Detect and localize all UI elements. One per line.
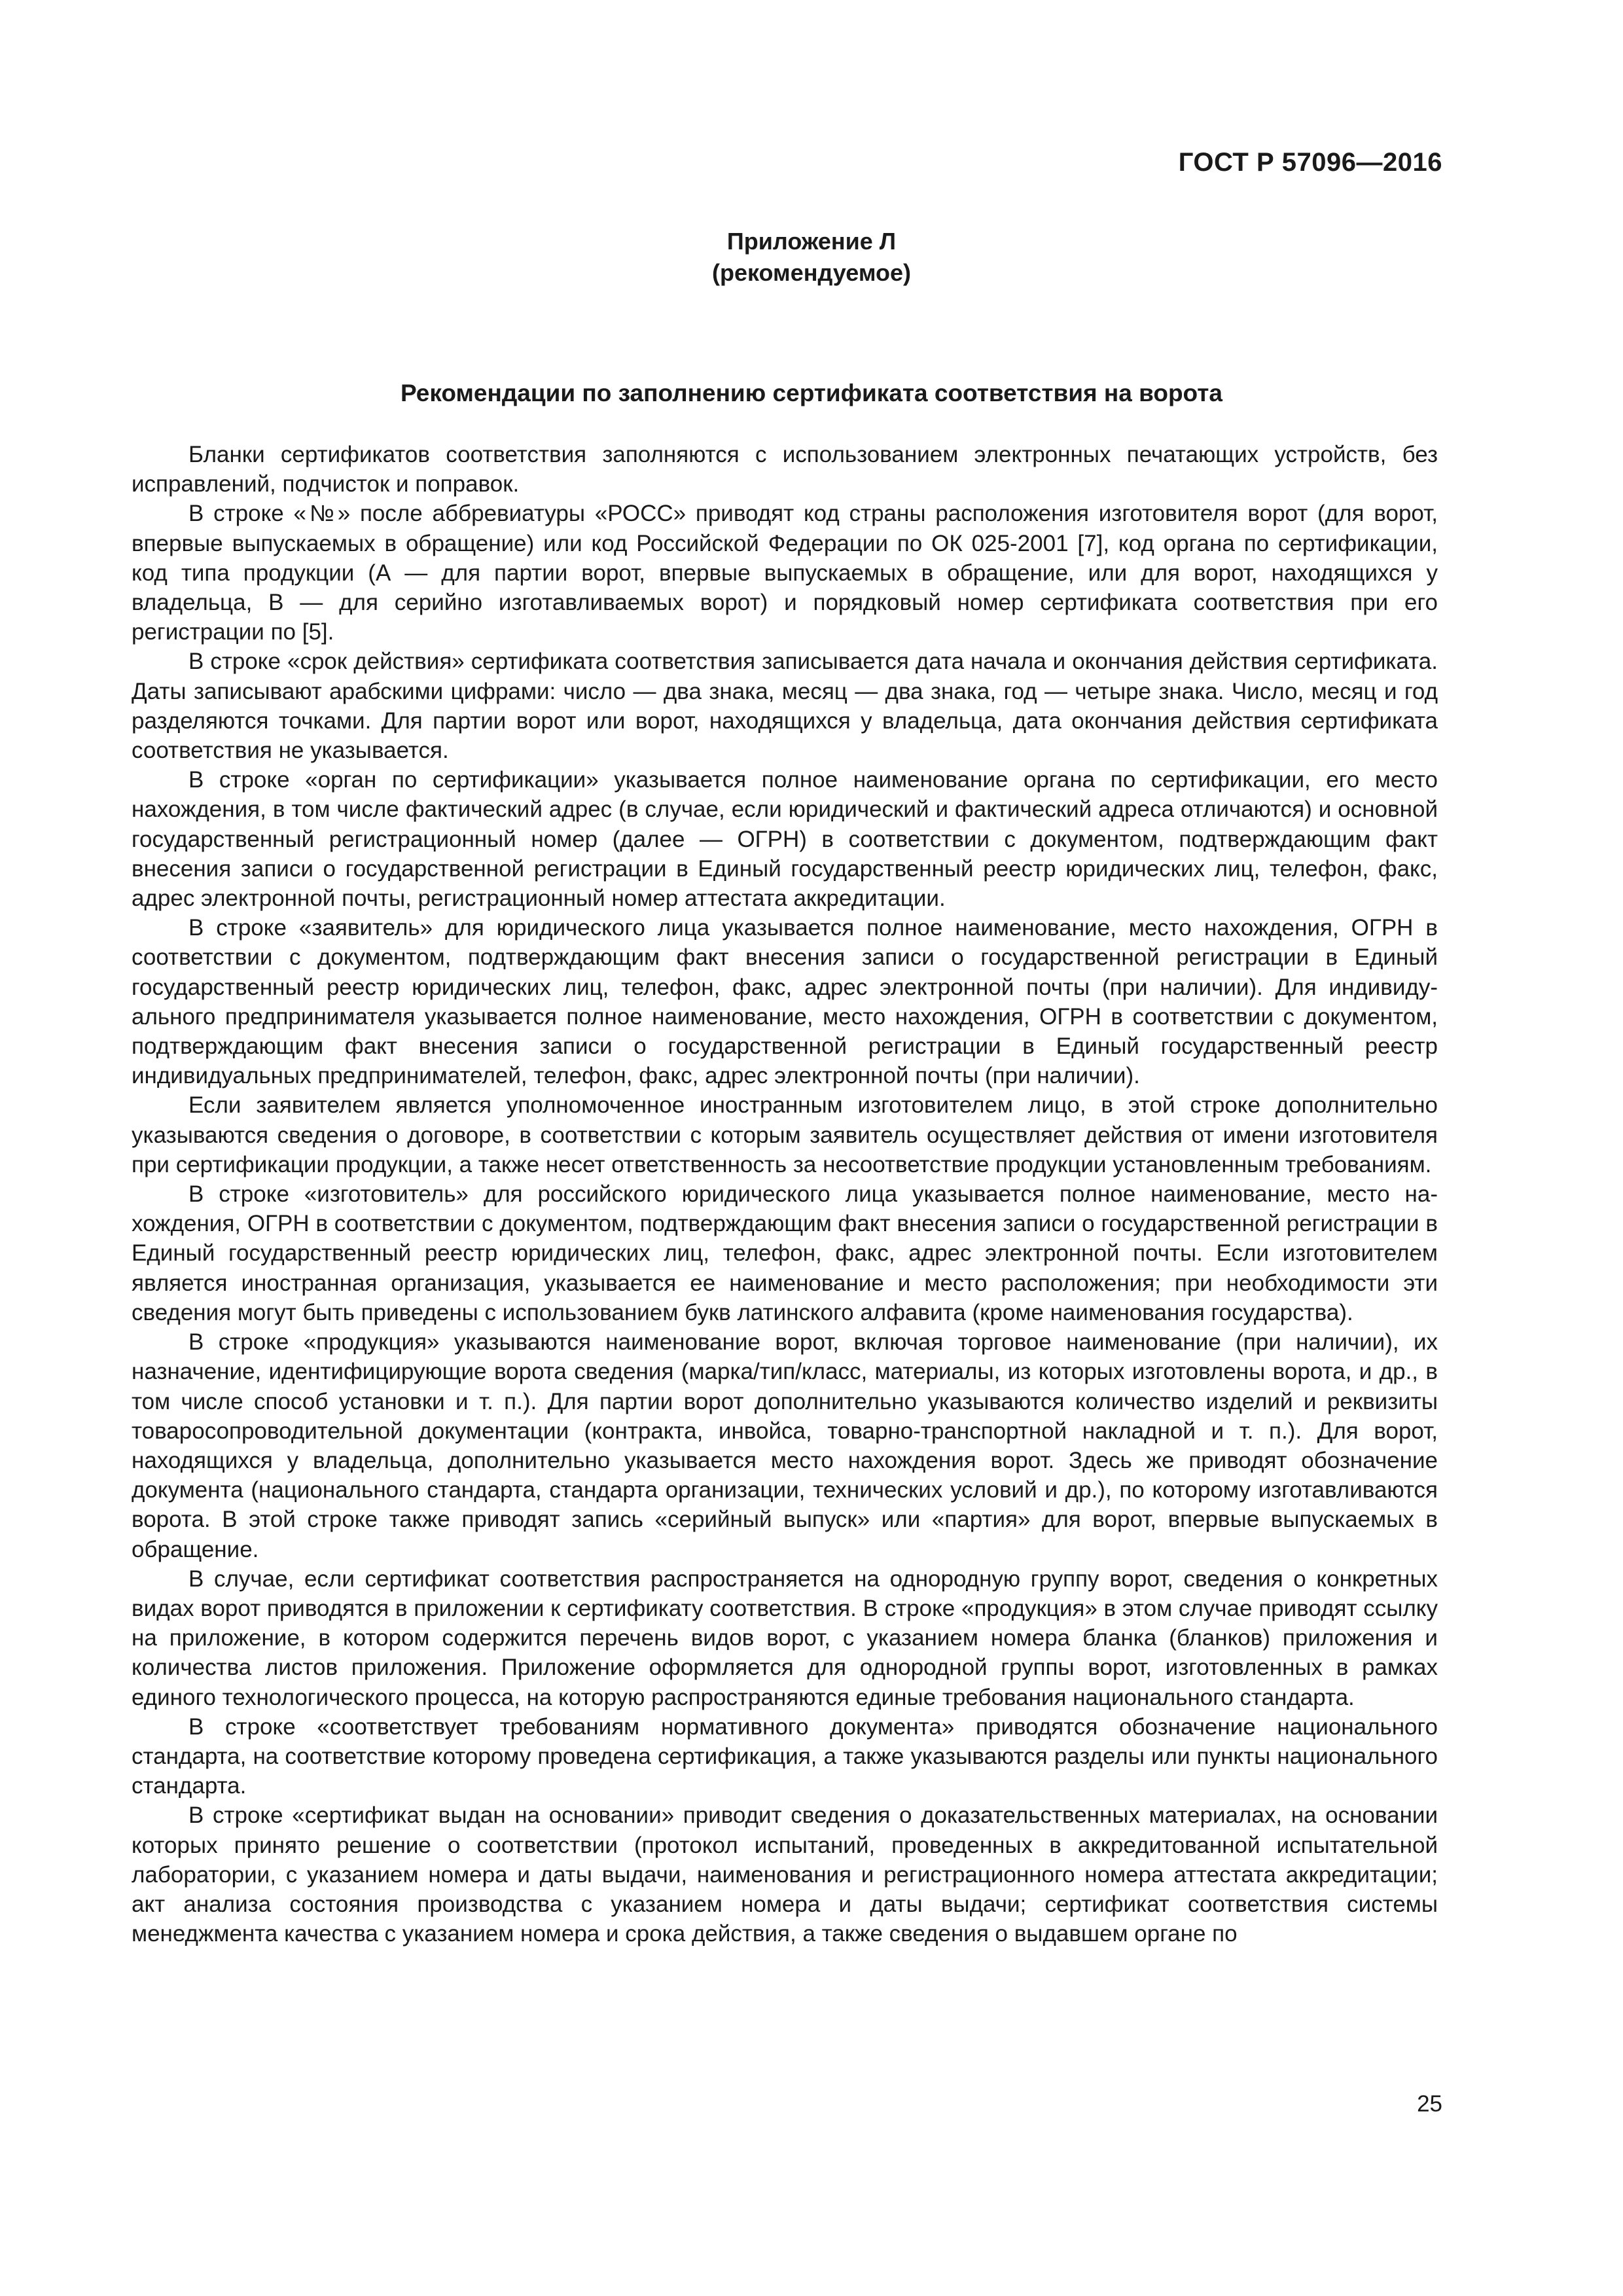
- paragraph: В строке «орган по сертификации» указывается полное наименование органа по сертификации, его место нахождения, в том числе фактический адрес (в случае, если юридический и фактический адреса отличаются) и основной государственный регистрационный номер (далее — ОГРН) в соответствии с документом, подтверждающим факт внесения записи о государственной регистрации в Единый государственный реестр юридических лиц, телефон, факс, адрес электронной почты, регистрационный номер аттестата аккредитации.: [132, 767, 1438, 912]
- paragraph: В строке «№» после аббревиатуры «РОСС» приводят код страны расположения изготовителя ворот (для ворот, впервые выпускаемых в обращение) или код Российской Федерации по ОК 025-2001 [7], код органа по сертификации, код типа продукции (А — для партии ворот, впервые выпускаемых в обращение, или для ворот, находящихся у владельца, В — для серийно изготавливаемых ворот) и порядковый номер сертификата соответствия при его регистрации по [5].: [132, 501, 1438, 645]
- page-number: 25: [1417, 2091, 1442, 2117]
- paragraph: Если заявителем является уполномоченное иностранным изготовителем лицо, в этой строке дополнительно указываются сведения о договоре, в соответствии с которым заявитель осуществляет действия от имени изготовителя при сертификации продукции, а также несет ответственность за несоответствие продукции установленным требованиям.: [132, 1092, 1438, 1177]
- paragraph: В строке «срок действия» сертификата соответствия записывается дата начала и окончания действия сертификата. Даты записывают арабскими цифрами: число — два знака, месяц — два знака, год — четыре знака. Число, месяц и год разделяются точками. Для партии ворот или ворот, находящихся у владельца, дата окончания действия сертификата соответствия не указывается.: [132, 649, 1438, 764]
- paragraph: В строке «заявитель» для юридического лица указывается полное наименование, место нахождения, ОГРН в соответствии с документом, подтверждающим факт внесения записи о государственной регистрации в Единый государственный реестр юридических лиц, телефон, факс, адрес электронной почты (при наличии). Для индивидуального предпринимателя указывается полное наименование, место нахождения, ОГРН в соответствии с документом, подтверждающим факт внесения записи о государственной регистрации в Единый государственный реестр индивидуальных предпринимателей, телефон, факс, адрес электронной почты (при наличии).: [132, 915, 1438, 1089]
- document-code: ГОСТ Р 57096—2016: [1178, 148, 1442, 177]
- paragraph: В случае, если сертификат соответствия распространяется на однородную группу ворот, сведения о конкретных видах ворот приводятся в приложении к сертификату соответствия. В строке «продукция» в этом случае приводят ссылку на приложение, в котором содержится перечень видов ворот, с указанием номера бланка (бланков) приложения и количества листов приложения. Приложение оформляется для однородной группы ворот, изготовленных в рамках единого технологического процесса, на которую распространяются единые требования национального стандарта.: [132, 1566, 1438, 1710]
- appendix-status: (рекомендуемое): [712, 259, 911, 286]
- paragraph: В строке «сертификат выдан на основании» приводит сведения о доказательственных материалах, на основании которых принято решение о соответствии (протокол испытаний, проведенных в аккредитованной испытательной лаборатории, с указанием номера и даты выдачи, наименования и регистрационного номера аттестата аккредитации; акт анализа состояния производства с указанием номера и даты выдачи; сертификат соответствия системы менеджмента качества с указанием номера и срока действия, а также сведения о выдавшем органе по: [132, 1803, 1438, 1947]
- paragraph: В строке «продукция» указываются наименование ворот, включая торговое наименование (при наличии), их назначение, идентифицирующие ворота сведения (марка/тип/класс, материалы, из которых изготовлены ворота, и др., в том числе способ установки и т. п.). Для партии ворот дополнительно указываются количество изделий и реквизиты товаросопроводительной документации (контракта, инвойса, товарно-транспортной накладной и т. п.). Для ворот, находящихся у владельца, дополнительно указывается место нахождения ворот. Здесь же приводят обозначение документа (национального стандарта, стандарта организации, технических условий и др.), по которому изготавливаются ворота. В этой строке также приводят запись «серийный выпуск» или «партия» для ворот, впервые выпускаемых в обращение.: [132, 1329, 1438, 1562]
- paragraph: Бланки сертификатов соответствия заполняются с использованием электронных печатающих устройств, без исправлений, подчисток и поправок.: [132, 442, 1438, 497]
- paragraph: В строке «изготовитель» для российского юридического лица указывается полное наименование, место нахождения, ОГРН в соответствии с документом, подтверждающим факт внесения записи о государственной регистрации в Единый государственный реестр юридических лиц, телефон, факс, адрес электронной почты. Если изготовителем является иностранная организация, указывается ее наименование и место расположения; при необходимости эти сведения могут быть приведены с использованием букв латинского алфавита (кроме наименования государства).: [132, 1181, 1438, 1325]
- body-text: [132, 440, 1438, 1948]
- section-title: Рекомендации по заполнению сертификата соответствия на ворота: [401, 380, 1222, 406]
- paragraph: В строке «соответствует требованиям нормативного документа» приводятся обозначение национального стандарта, на соответствие которому проведена сертификация, а также указываются разделы или пункты национального стандарта.: [132, 1713, 1438, 1799]
- appendix-title: Приложение Л: [726, 228, 897, 255]
